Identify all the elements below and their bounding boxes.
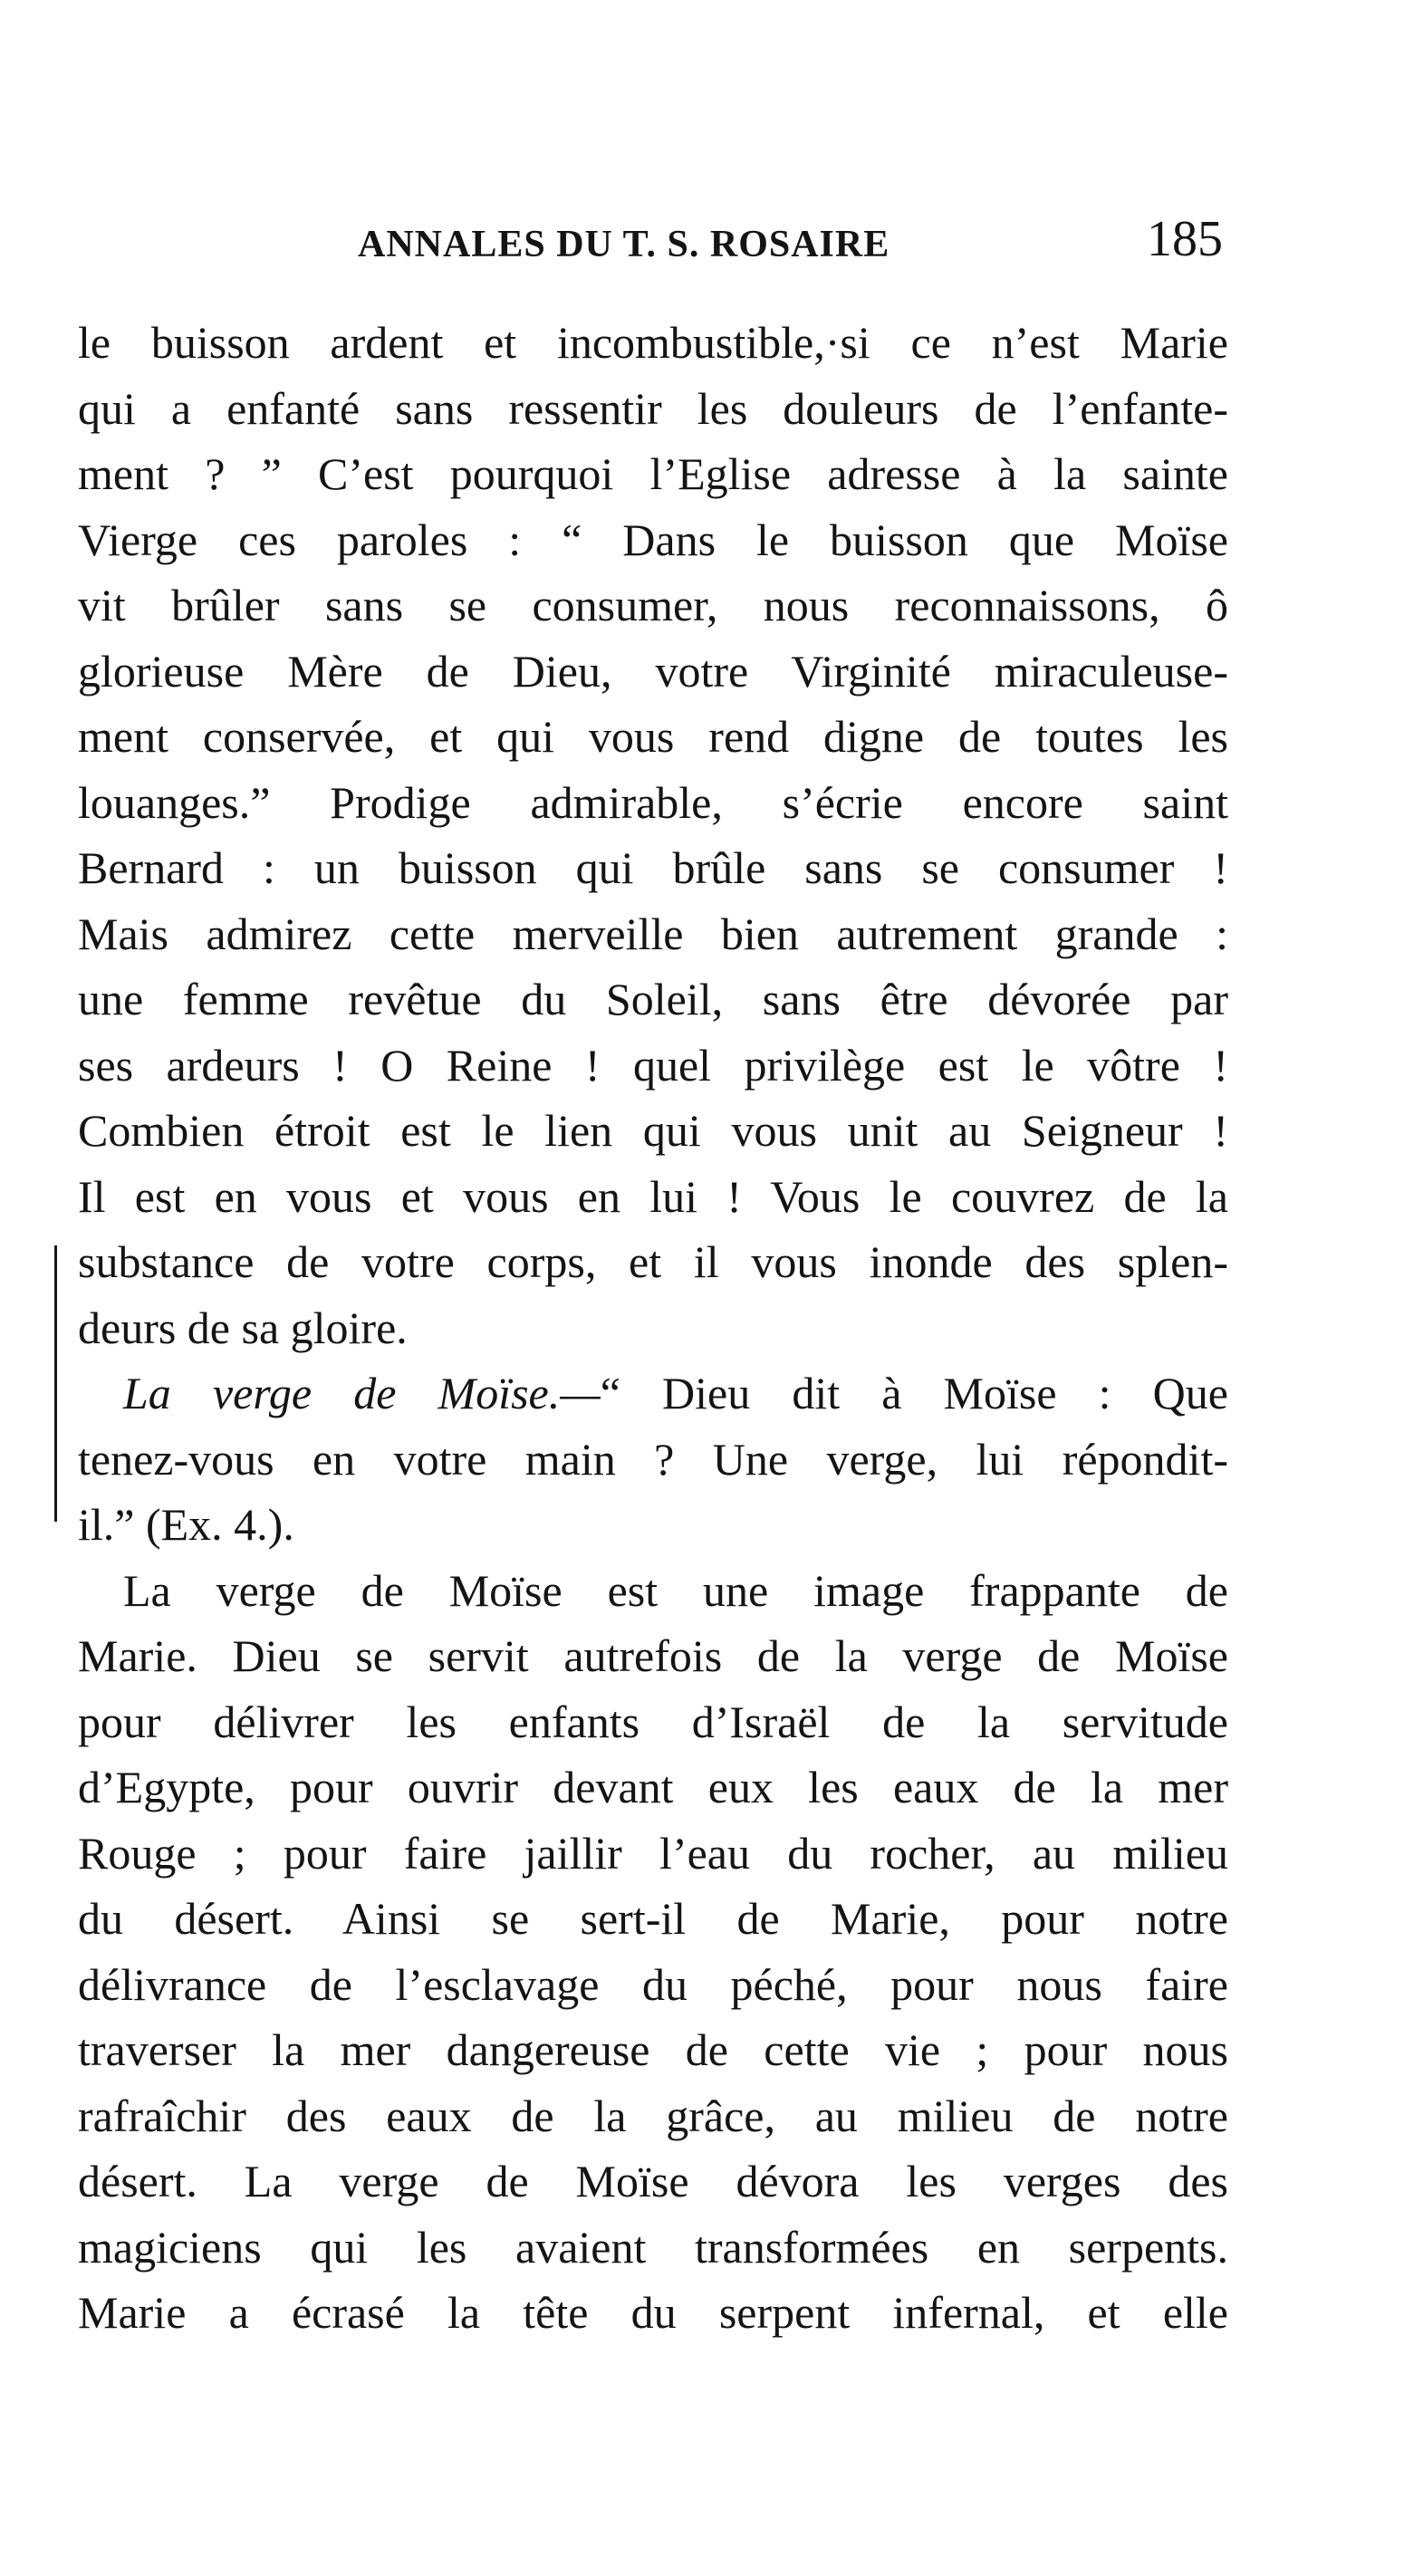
text-line: ment conservée, et qui vous rend digne de toutes les (78, 711, 1228, 762)
text-line: qui a enfanté sans ressentir les douleurs de l’enfante- (78, 382, 1228, 434)
text-line: désert. La verge de Moïse dévora les verges des (78, 2156, 1228, 2206)
text-line: ses ardeurs ! O Reine ! quel privilège est le vôtre ! (78, 1039, 1228, 1091)
text-line: le buisson ardent et incombustible,·si ce n’est Marie (78, 317, 1228, 368)
text-line: Marie a écrasé la tête du serpent infernal, et elle (78, 2287, 1228, 2338)
text-line: du désert. Ainsi se sert-il de Marie, pour notre (78, 1893, 1228, 1944)
text-line: Bernard : un buisson qui brûle sans se consumer ! (78, 842, 1228, 893)
text-line: Marie. Dieu se servit autrefois de la verge de Moïse (78, 1630, 1228, 1681)
text-line: il.” (Ex. 4.). (78, 1499, 294, 1550)
page-number: 185 (1147, 211, 1223, 267)
body-text (78, 310, 1228, 2346)
text-line: vit brûler sans se consumer, nous reconnaissons, ô (78, 580, 1228, 630)
text-line: d’Egypte, pour ouvrir devant eux les eaux de la mer (78, 1762, 1228, 1812)
text-line: une femme revêtue du Soleil, sans être dévorée par (78, 974, 1228, 1024)
text-line: louanges.” Prodige admirable, s’écrie encore saint (78, 776, 1228, 828)
text-line: deurs de sa gloire. (78, 1302, 408, 1353)
text-line: rafraîchir des eaux de la grâce, au milieu de notre (78, 2090, 1228, 2141)
text-line: Vierge ces paroles : “ Dans le buisson que Moïse (78, 514, 1228, 565)
text-line: pour délivrer les enfants d’Israël de la servitude (78, 1696, 1228, 1747)
text-line: magiciens qui les avaient transformées en serpents. (78, 2221, 1228, 2273)
text-line: glorieuse Mère de Dieu, votre Virginité miraculeuse- (78, 645, 1228, 697)
text-line: tenez-vous en votre main ? Une verge, lui répondit- (78, 1433, 1228, 1485)
text-line-with-heading (78, 1360, 1228, 1427)
text-line: substance de votre corps, et il vous inonde des splen- (78, 1236, 1228, 1287)
text-line: traverser la mer dangereuse de cette vie ; pour nous (78, 2024, 1228, 2075)
running-title: ANNALES DU T. S. ROSAIRE (358, 224, 890, 265)
text-line: La verge de Moïse est une image frappante de (123, 1564, 1228, 1616)
text-line: Mais admirez cette merveille bien autrement grande : (78, 908, 1228, 959)
running-header (82, 210, 1223, 283)
text-line: Combien étroit est le lien qui vous unit au Seigneur ! (78, 1105, 1228, 1156)
text-line: Rouge ; pour faire jaillir l’eau du rocher, au milieu (78, 1827, 1228, 1879)
text-line: ment ? ” C’est pourquoi l’Eglise adresse à la sainte (78, 448, 1228, 499)
text-line: Il est en vous et vous en lui ! Vous le couvrez de la (78, 1170, 1228, 1222)
text-line-rest: “ Dieu dit à Moïse : Que (600, 1368, 1228, 1418)
italic-heading: La verge de Moïse.— (123, 1368, 601, 1418)
text-line: délivrance de l’esclavage du péché, pour nous faire (78, 1958, 1228, 2010)
margin-mark (54, 1245, 57, 1522)
